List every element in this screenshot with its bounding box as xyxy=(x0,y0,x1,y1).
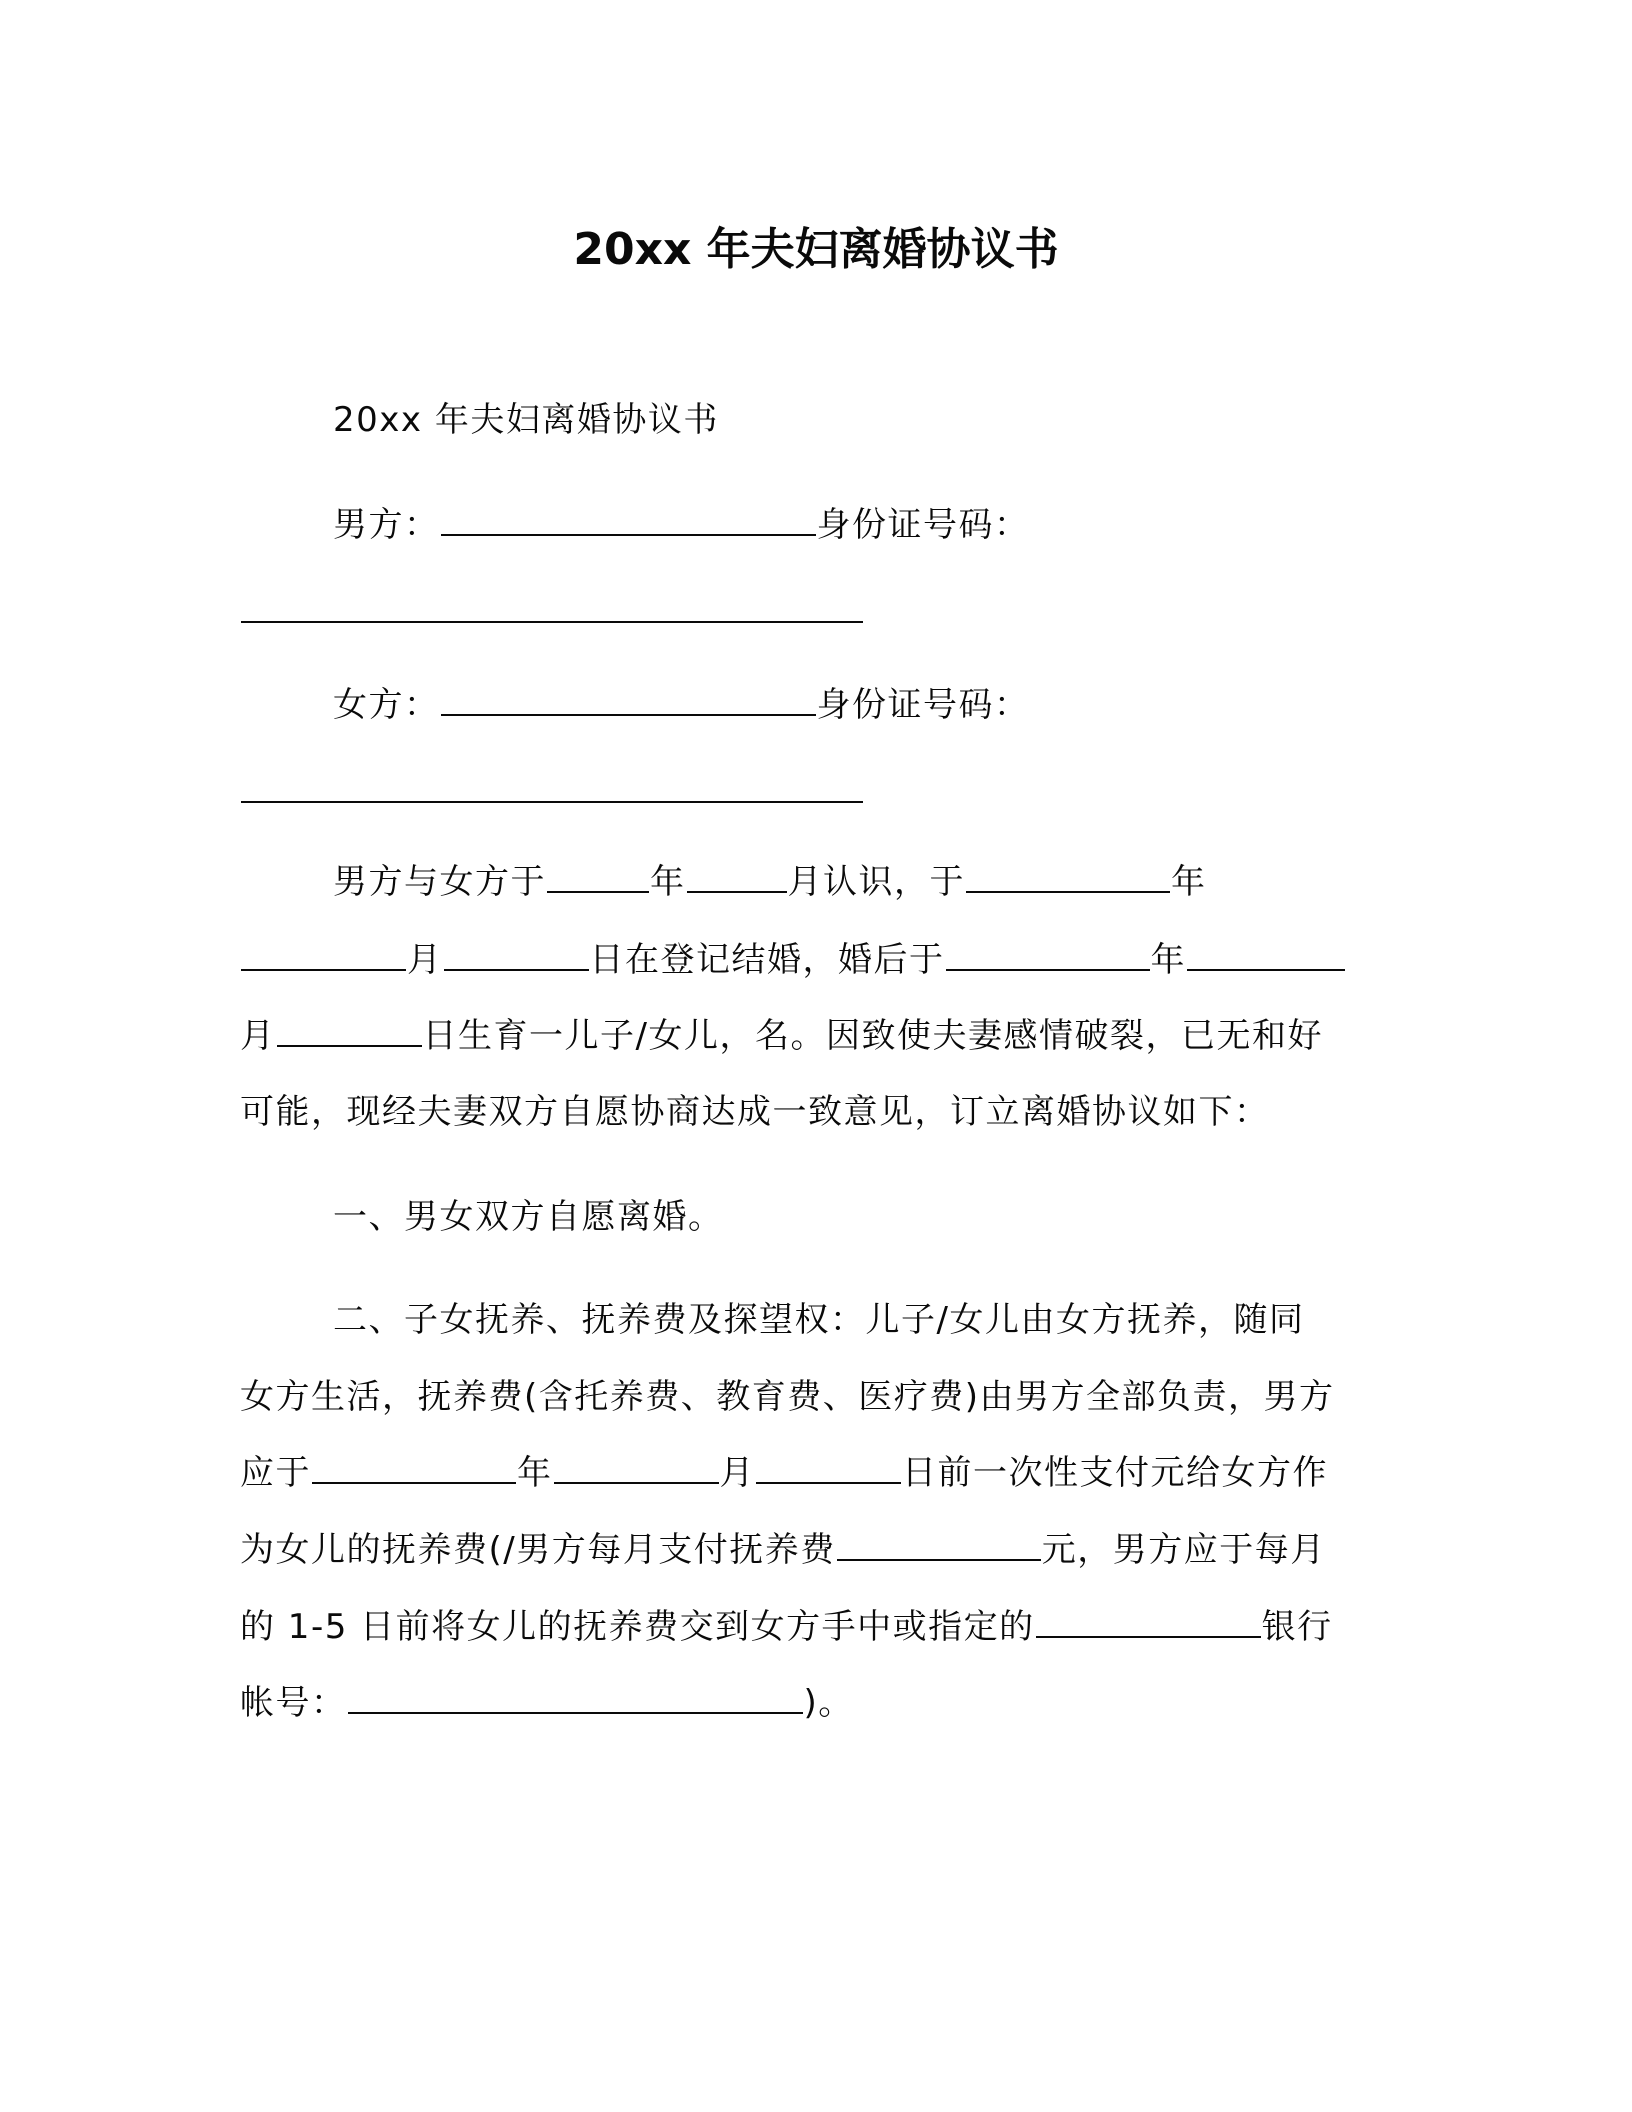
intro-line-3 xyxy=(240,1014,1323,1058)
intro-text: 月 xyxy=(240,1016,276,1056)
husband-id-blank[interactable] xyxy=(241,591,863,623)
birth-year-blank[interactable] xyxy=(946,939,1150,971)
payment-day-blank[interactable] xyxy=(756,1452,901,1484)
intro-text: 日在登记结婚，婚后于 xyxy=(589,940,945,980)
intro-text: 月认识，于 xyxy=(787,862,965,902)
husband-label: 男方： xyxy=(333,505,440,545)
wife-line xyxy=(333,683,1030,727)
intro-text: 男方与女方于 xyxy=(333,862,546,902)
marry-month-blank[interactable] xyxy=(241,939,406,971)
clause-text: 元，男方应于每月 xyxy=(1041,1530,1326,1570)
wife-name-blank[interactable] xyxy=(441,684,816,716)
intro-line-4: 可能，现经夫妻双方自愿协商达成一致意见，订立离婚协议如下： xyxy=(240,1092,1270,1132)
marry-year-blank[interactable] xyxy=(966,861,1170,893)
clause-text: 帐号： xyxy=(240,1683,347,1723)
bank-name-blank[interactable] xyxy=(1036,1606,1261,1638)
clause-text: 银行 xyxy=(1261,1607,1333,1647)
clause-text: 的 1-5 日前将女儿的抚养费交到女方手中或指定的 xyxy=(240,1607,1035,1647)
wife-id-blank[interactable] xyxy=(241,771,863,803)
wife-id-label: 身份证号码： xyxy=(816,685,1030,725)
clause-text: )。 xyxy=(803,1683,854,1723)
clause-text: 应于 xyxy=(240,1453,311,1493)
intro-text: 日生育一儿子/女儿，名。因致使夫妻感情破裂，已无和好 xyxy=(422,1016,1323,1056)
intro-line-1 xyxy=(333,860,1207,904)
meet-month-blank[interactable] xyxy=(687,861,787,893)
clause-2-line-3 xyxy=(240,1451,1328,1495)
clause-text: 月 xyxy=(719,1453,755,1493)
intro-text: 年 xyxy=(1150,940,1186,980)
clause-text: 年 xyxy=(517,1453,553,1493)
bank-account-blank[interactable] xyxy=(348,1682,803,1714)
birth-month-blank[interactable] xyxy=(1187,939,1345,971)
husband-name-blank[interactable] xyxy=(441,504,816,536)
payment-year-blank[interactable] xyxy=(312,1452,516,1484)
clause-2-line-5 xyxy=(240,1605,1333,1649)
intro-text: 月 xyxy=(407,940,443,980)
husband-line xyxy=(333,503,1030,547)
intro-text: 年 xyxy=(1171,862,1207,902)
meet-year-blank[interactable] xyxy=(547,861,649,893)
wife-label: 女方： xyxy=(333,685,440,725)
marry-day-blank[interactable] xyxy=(444,939,589,971)
payment-month-blank[interactable] xyxy=(554,1452,719,1484)
document-subtitle: 20xx 年夫妇离婚协议书 xyxy=(333,400,719,440)
clause-2-line-4 xyxy=(240,1528,1326,1572)
clause-2-line-1: 二、子女抚养、抚养费及探望权：儿子/女儿由女方抚养，随同 xyxy=(333,1300,1305,1340)
clause-2-line-2: 女方生活，抚养费(含托养费、教育费、医疗费)由男方全部负责，男方 xyxy=(240,1377,1335,1417)
wife-id-line xyxy=(240,770,864,814)
clause-2-line-6 xyxy=(240,1681,854,1725)
document-title: 20xx 年夫妇离婚协议书 xyxy=(573,224,1059,275)
monthly-amount-blank[interactable] xyxy=(837,1529,1041,1561)
intro-line-2 xyxy=(240,938,1346,982)
clause-text: 日前一次性支付元给女方作 xyxy=(902,1453,1328,1493)
clause-1: 一、男女双方自愿离婚。 xyxy=(333,1197,724,1237)
birth-day-blank[interactable] xyxy=(277,1015,422,1047)
husband-id-line xyxy=(240,590,864,634)
intro-text: 年 xyxy=(650,862,686,902)
clause-text: 为女儿的抚养费(/男方每月支付抚养费 xyxy=(240,1530,836,1570)
husband-id-label: 身份证号码： xyxy=(816,505,1030,545)
